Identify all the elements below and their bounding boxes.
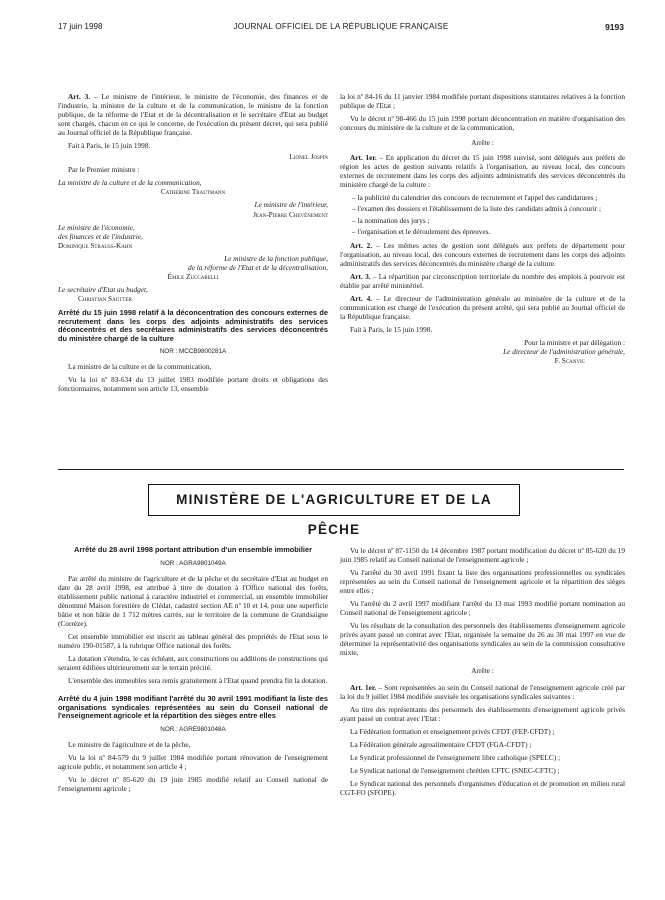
culture-arrete-label: Arrête :: [471, 138, 494, 148]
bottom-right-column: [340, 546, 625, 801]
culture-article-4: Art. 4. – Le directeur de l'administration générale au ministère de la culture et de la communication est chargé de l'exécution du présent arrêté, qui sera publié au Journal officiel de la République française.: [340, 293, 625, 321]
title-economy-minister-1: Le ministre de l'économie,: [58, 222, 135, 232]
agri-2-vu-arrete-1997: Vu l'arrêté du 2 avril 1997 modifiant l'arrêté du 13 mai 1993 modifié portant nomination au Conseil national de l'enseignement agricole ;: [340, 599, 625, 618]
top-left-column: [58, 92, 328, 398]
agri-2-vu-loi: Vu la loi nº 84-579 du 9 juillet 1984 modifiée portant rénovation de l'enseignement agricole public, et notamment son article 4 ;: [58, 753, 328, 772]
title-public-service-minister-2: de la réforme de l'Etat et de la décentralisation,: [188, 262, 328, 272]
by-prime-minister: Par le Premier ministre :: [68, 165, 140, 175]
agri-2-vu-decret-1987: Vu le décret nº 87-1150 du 14 décembre 1987 portant modification du décret nº 85-620 du 19 juin 1985 relatif au Conseil national de l'enseignement agricole ;: [340, 546, 625, 565]
agri-2-para-9: Le Syndicat national de l'enseignement chrétien CFTC (SNEC-CFTC) ;: [350, 765, 560, 775]
arrete-agri-1-title: Arrêté du 28 avril 1998 portant attribution d'un ensemble immobilier: [74, 545, 312, 554]
agri-2-para-6: La Fédération formation et enseignement privés CFDT (FEP-CFDT) ;: [350, 726, 555, 736]
agri-2-article-1: Art. 1er. – Sont représentées au sein du Conseil national de l'enseignement agricole créé par la loi du 9 juillet 1984 modifiée susvisée les organisations syndicales suivantes :: [340, 682, 625, 701]
signature-prime-minister: Lionel Jospin: [289, 152, 328, 162]
article-3-decree: Art. 3. – Le ministre de l'intérieur, le ministre de l'économie, des finances et de l'industrie, la ministre de la culture et de la communication, le ministre de la fonction publique, de la réforme de l'Etat et de la décentralisation et le secrétaire d'Etat au budget sont chargés, chacun en ce qui le concerne, de l'exécution du présent décret, qui sera publié au Journal officiel de la République française.: [58, 92, 328, 138]
header-journal-title: JOURNAL OFFICIEL DE LA RÉPUBLIQUE FRANÇAISE: [233, 22, 449, 31]
agri-2-intro: Le ministre de l'agriculture et de la pêche,: [68, 739, 191, 749]
name-interior-minister: Jean-Pierre Chevènement: [253, 209, 328, 219]
list-item: – l'examen des dossiers et l'établissement de la liste des candidats admis à concourir ;: [352, 204, 602, 214]
title-interior-minister: Le ministre de l'intérieur,: [254, 200, 328, 210]
culture-article-2: Art. 2. – Les mêmes actes de gestion sont délégués aux préfets de département pour l'organisation, au niveau local, des concours externes de recrutement dans les corps des adjoints administratifs des services déconcentrés du ministère chargé de la culture.: [340, 240, 626, 268]
agri-2-para-5: Au titre des représentants des personnels des établissements d'enseignement agricole privés ayant passé un contrat avec l'Etat :: [340, 704, 625, 723]
name-culture-minister: Catherine Trautmann: [160, 187, 226, 197]
page-header: [58, 22, 624, 36]
culture-signature-name: F. Scanvic: [554, 356, 585, 366]
title-public-service-minister-1: Le ministre de la fonction publique,: [224, 253, 328, 263]
bottom-left-column: [58, 546, 328, 797]
agri-1-para-2: Cet ensemble immobilier est inscrit au tableau général des propriétés de l'Etat sous le numéro 190-01587, à la rubrique Office national des forêts.: [58, 631, 328, 650]
agri-2-arrete-label: Arrête :: [471, 665, 494, 675]
name-economy-minister: Dominique Strauss-Kahn: [58, 240, 133, 250]
agri-2-para-10: Le Syndicat national des personnels d'organismes d'éducation et de promotion en milieu rural CGT-FO (SFOPE).: [340, 778, 625, 797]
culture-article-1-list: [340, 193, 625, 235]
culture-article-3: Art. 3. – La répartition par circonscription territoriale du nombre des emplois à pourvoir est établie par arrêté ministériel.: [340, 271, 625, 290]
ministry-banner: [148, 484, 520, 537]
title-culture-minister: La ministre de la culture et de la communication,: [58, 178, 202, 188]
agri-2-para-8: Le Syndicat professionnel de l'enseignement libre catholique (SPELC) ;: [350, 752, 561, 762]
name-public-service-minister: Émile Zuccarelli: [167, 271, 219, 281]
name-budget-secretary: Christian Sautter: [78, 293, 132, 303]
culture-signature-title: Le directeur de l'administration générale,: [503, 347, 625, 357]
top-right-column: [340, 92, 625, 369]
agri-2-para-7: La Fédération générale agroalimentaire CFDT (FGA-CFDT) ;: [350, 739, 532, 749]
arrete-culture-title: Arrêté du 15 juin 1998 relatif à la déconcentration des concours externes de recrutement dans les corps des adjoints administratifs des services déconcentrés et des secrétaires administratifs des services déconcentrés du ministère chargé de la culture: [58, 307, 328, 343]
culture-intro: La ministre de la culture et de la communication,: [68, 362, 212, 372]
culture-vu-loi: Vu la loi nº 83-634 du 13 juillet 1983 modifiée portant droits et obligations des fonctionnaires, notamment son article 13, ensemble: [58, 375, 328, 394]
arrete-culture-nor: NOR : MCCB9800281A: [159, 348, 227, 356]
ministry-banner-title: MINISTÈRE DE L'AGRICULTURE ET DE LA PÊCHE: [176, 492, 492, 537]
header-date: 17 juin 1998: [58, 22, 103, 31]
title-economy-minister-2: des finances et de l'industrie,: [58, 231, 143, 241]
arrete-agri-2-title: Arrêté du 4 juin 1998 modifiant l'arrêté du 30 avril 1991 modifiant la liste des organisations syndicales représentées au sein du Conseil national de l'enseignement agricole et la répartition des sièges entre elles: [58, 694, 328, 721]
list-item: – la publicité du calendrier des concours de recrutement et l'appel des candidatures ;: [352, 193, 598, 203]
arrete-agri-2-nor: NOR : AGRE9801048A: [160, 725, 226, 733]
agri-2-vu-decret: Vu le décret nº 85-620 du 19 juin 1985 modifié relatif au Conseil national de l'enseignement agricole ;: [58, 775, 328, 794]
agri-1-para-3: La dotation s'étendra, le cas échéant, aux constructions ou additions de constructions qui seraient édifiées ultérieurement sur le terrain précité.: [58, 654, 328, 673]
culture-vu-decret: Vu le décret nº 98-466 du 15 juin 1998 portant déconcentration en matière d'organisation des concours du ministère de la culture et de la communication,: [340, 114, 625, 133]
list-item: – la nomination des jurys ;: [352, 215, 430, 225]
culture-article-1: Art. 1er. – En application du décret du 15 juin 1998 susvisé, sont délégués aux préfets de région les actes de gestion suivants relatifs à l'organisation, au niveau local, des concours externes de recrutement dans les corps des adjoints administratifs des services déconcentrés du ministère chargé de la culture :: [340, 153, 625, 190]
culture-done-at: Fait à Paris, le 15 juin 1998.: [350, 324, 433, 334]
list-item: – l'organisation et le déroulement des épreuves.: [352, 226, 491, 236]
culture-vu-loi-cont: la loi nº 84-16 du 11 janvier 1984 modifiée portant dispositions statutaires relatives à la fonction publique de l'Etat ;: [340, 92, 625, 111]
agri-2-vu-resultats: Vu les résultats de la consultation des personnels des établissements d'enseignement agricole privés ayant passé un contrat avec l'Etat, organisée la semaine du 26 au 30 mai 1997 en vue de déterminer la représentativité des organisations syndicales au sein de la commission consultative mixte,: [340, 621, 625, 658]
arrete-agri-1-nor: NOR : AGRA9801049A: [160, 559, 226, 567]
header-page-number: 9193: [605, 22, 624, 32]
agri-1-para-1: Par arrêté du ministre de l'agriculture et de la pêche et du secrétaire d'Etat au budget en date du 28 avril 1998, est attribué à titre de dotation à l'Office national des forêts, établissement public national à caractère industriel et commercial, un ensemble immobilier dénommé Maison forestière de Clédat, cadastré section AE nº 10 et 14, pour une superficie bâtie et non bâtie de 1 712 mètres carrés, sur le territoire de la commune de Grandsaigne (Corrèze).: [58, 573, 328, 628]
agri-2-vu-arrete-1991: Vu l'arrêté du 30 avril 1991 fixant la liste des organisations professionnelles ou syndicales représentées au sein du Conseil national de l'enseignement agricole et la répartition des sièges entre elles ;: [340, 568, 625, 596]
culture-signature-delegation: Pour la ministre et par délégation :: [524, 338, 625, 348]
section-divider: [58, 469, 624, 470]
agri-1-para-4: L'ensemble des immeubles sera remis gratuitement à l'Etat quand prendra fin la dotation.: [68, 676, 328, 686]
decree-done-at: Fait à Paris, le 15 juin 1998.: [68, 141, 151, 151]
title-budget-secretary: Le secrétaire d'Etat au budget,: [58, 284, 148, 294]
